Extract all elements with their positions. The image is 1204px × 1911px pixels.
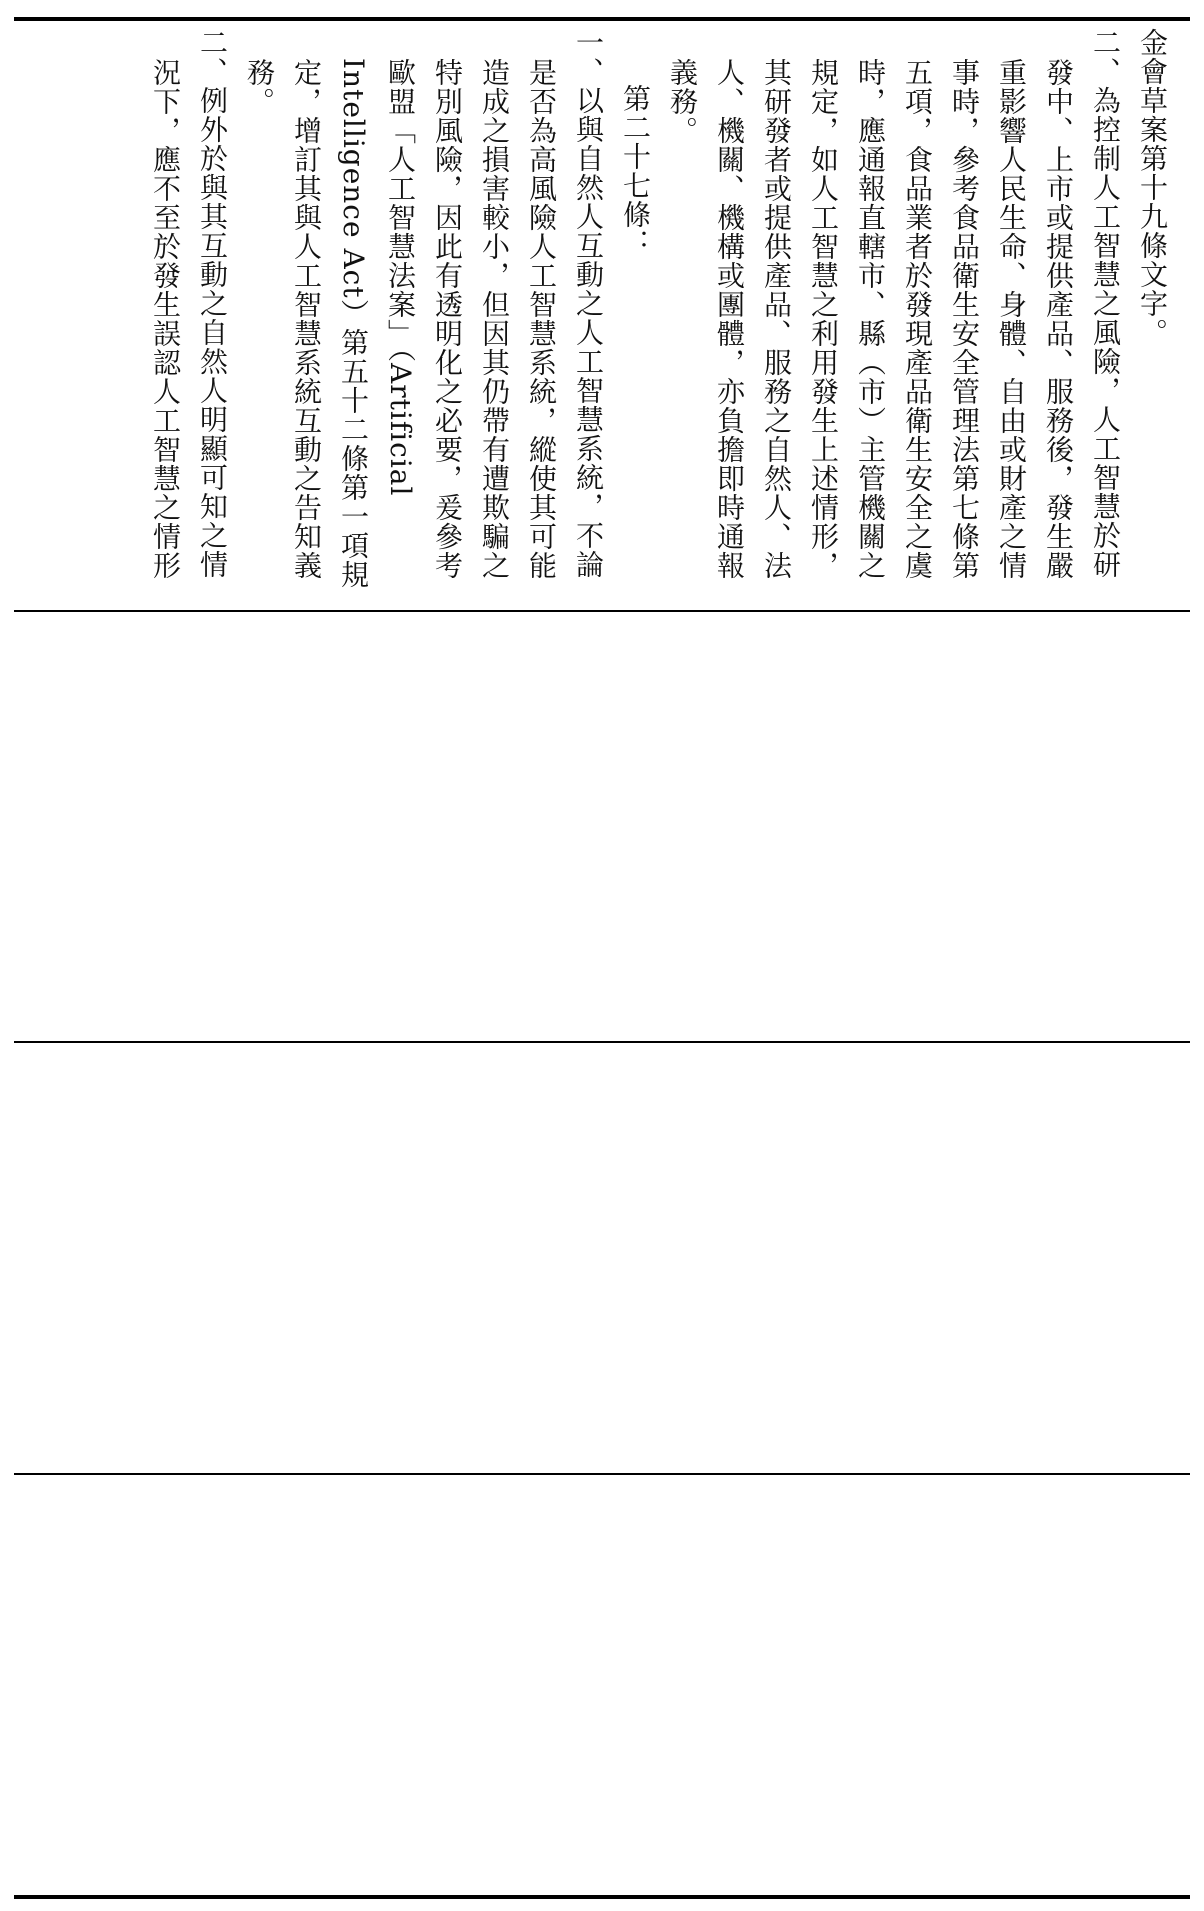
page-divider-1 <box>14 610 1190 612</box>
text-column: Intelligence Act）第五十二條第一項規 <box>337 58 370 589</box>
bottom-rule <box>14 1895 1190 1899</box>
text-column: 發中、上市或提供產品、服務後，發生嚴 <box>1042 58 1075 580</box>
text-column: 務。 <box>243 58 276 116</box>
text-column: 二、為控制人工智慧之風險，人工智慧於研 <box>1089 28 1122 579</box>
text-column: 一、以與自然人互動之人工智慧系統，不論 <box>572 28 605 579</box>
text-column: 人、機關、機構或團體，亦負擔即時通報 <box>713 58 746 580</box>
text-column: 事時，參考食品衛生安全管理法第七條第 <box>948 58 981 580</box>
text-column: 金會草案第十九條文字。 <box>1136 28 1169 347</box>
text-column: 義務。 <box>666 58 699 145</box>
text-column: 規定，如人工智慧之利用發生上述情形， <box>807 58 840 580</box>
text-column: 重影響人民生命、身體、自由或財產之情 <box>995 58 1028 580</box>
text-column: 況下，應不至於發生誤認人工智慧之情形 <box>149 58 182 580</box>
text-column: 時，應通報直轄市、縣（市）主管機關之 <box>854 58 887 580</box>
vertical-text-block <box>142 28 1176 598</box>
text-column: 二、例外於與其互動之自然人明顯可知之情 <box>196 28 229 579</box>
text-column: 五項，食品業者於發現產品衛生安全之虞 <box>901 58 934 580</box>
page-divider-3 <box>14 1473 1190 1475</box>
text-column: 定，增訂其與人工智慧系統互動之告知義 <box>290 58 323 580</box>
top-rule <box>14 17 1190 21</box>
text-column: 其研發者或提供產品、服務之自然人、法 <box>760 58 793 580</box>
text-column: 歐盟「人工智慧法案」（Artificial <box>384 58 417 497</box>
article-heading: 第二十七條： <box>619 84 652 258</box>
text-column: 是否為高風險人工智慧系統，縱使其可能 <box>525 58 558 580</box>
text-column: 造成之損害較小，但因其仍帶有遭欺騙之 <box>478 58 511 580</box>
text-column: 特別風險，因此有透明化之必要，爰參考 <box>431 58 464 580</box>
page-divider-2 <box>14 1041 1190 1043</box>
